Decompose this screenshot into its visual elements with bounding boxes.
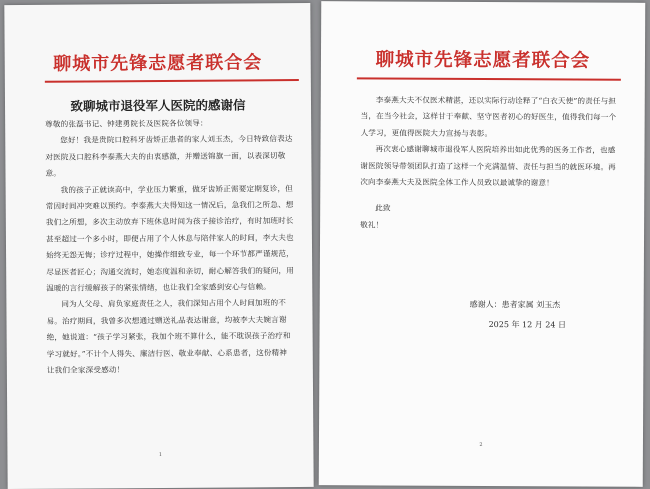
letter-paragraph: 我的孩子正就读高中，学业压力繁重，做牙齿矫正需要定期复诊，但常因时间冲突难以预约。李泰燕大夫得知这一情况后，急我们之所急、想我们之所想，多次主动放弃下班休息时间为孩子接诊治疗，有时加班时长甚至超过一个多小时，即便占用了个人休息与陪伴家人的时间，李大夫也始终无怨无悔；诊疗过程中，她操作细致专业，每一个环节都严谨规范，尽显医者匠心；沟通交流时，她态度温和亲切，耐心解答我们的疑问，用温暖的言行缓解孩子的紧张情绪，也让我们全家感到安心与信赖。 <box>45 183 295 293</box>
letter-paragraph: 再次衷心感谢聊城市退役军人医院培养出如此优秀的医务工作者，也感谢医院领导带领团队打造了这样一个充满温情、责任与担当的就医环境。再次向李泰燕大夫及医院全体工作人员致以最诚挚的谢意！ <box>360 144 616 188</box>
letter-body-page-2 <box>360 92 619 235</box>
letter-date: 2025 年 12 月 24 日 <box>488 320 567 330</box>
letterhead-red-rule <box>45 79 299 82</box>
letterhead-red-rule <box>357 77 621 80</box>
letterhead-title: 聊城市先锋志愿者联合会 <box>375 49 591 72</box>
letter-title: 致聊城市退役军人医院的感谢信 <box>70 97 246 114</box>
letter-paragraph: 同为人父母、肩负家庭责任之人，我们深知占用个人时间加班的不易。治疗期间，我曾多次想通过赠送礼品表达谢意，均被李大夫婉言谢绝，她说道：“孩子学习紧张，我加个班不算什么，能不耽误孩子治疗和学习就好。”不计个人得失、廉洁行医、敬业奉献、心系患者，这份精神让我们全家深受感动！ <box>46 298 291 375</box>
salutation: 尊敬的张磊书记、钟建勇院长及医院各位领导： <box>45 118 208 129</box>
letter-paragraph: 您好！我是贵院口腔科牙齿矫正患者的家人刘玉杰，今日特致信表达对医院及口腔科李泰燕大夫的由衷感激，并赠送锦旗一面，以表深切敬意。 <box>45 134 293 179</box>
closing-line: 此致 <box>375 203 391 213</box>
signature: 感谢人：患者家属 刘玉杰 <box>469 299 561 310</box>
letterhead-title: 聊城市先锋志愿者联合会 <box>53 52 263 75</box>
letter-page-2 <box>319 1 646 487</box>
letter-paragraph: 李泰燕大夫不仅医术精湛，还以实际行动诠释了“白衣天使”的责任与担当，在当今社会，这样甘于奉献、坚守医者初心的好医生，值得我们每一个人学习，更值得医院大力宣扬与表彰。 <box>360 95 617 138</box>
letter-body-page-1 <box>45 115 295 379</box>
letter-page-1 <box>4 3 313 489</box>
page-number: 2 <box>479 441 483 449</box>
closing-salute: 敬礼！ <box>360 220 384 230</box>
page-number: 1 <box>158 451 163 459</box>
